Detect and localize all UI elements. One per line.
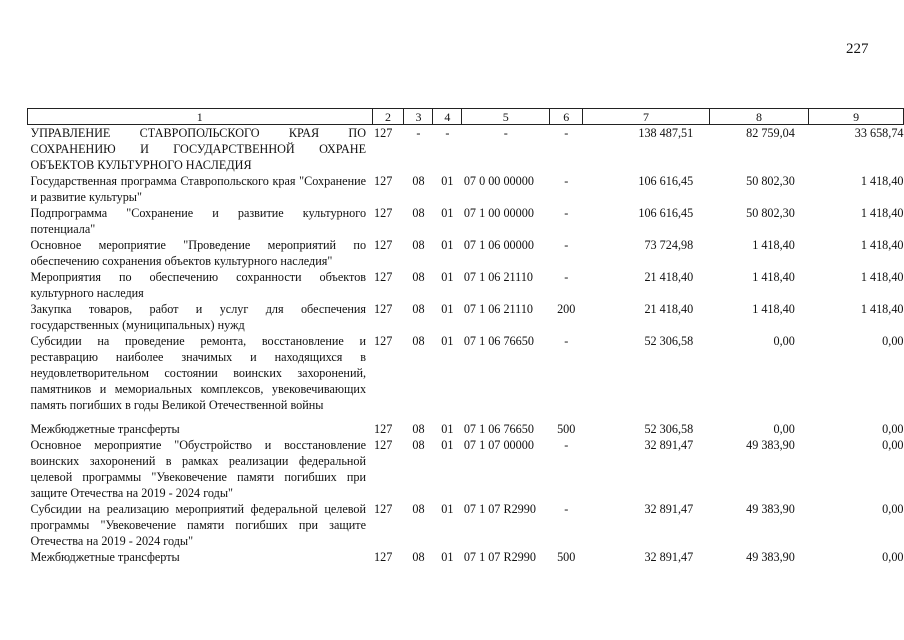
column-header-5: 5 xyxy=(462,109,550,125)
cell-target-article: 07 1 07 00000 xyxy=(463,438,534,452)
cell-amount-9: 0,00 xyxy=(882,438,904,452)
column-header-7: 7 xyxy=(583,109,710,125)
cell-amount-7: 32 891,47 xyxy=(644,502,694,516)
table-row xyxy=(28,125,904,174)
cell-amount-9: 1 418,40 xyxy=(860,238,904,252)
column-header-6: 6 xyxy=(550,109,583,125)
cell-admin-code: 127 xyxy=(374,206,393,220)
cell-admin-code: 127 xyxy=(374,126,393,140)
cell-amount-9: 0,00 xyxy=(882,422,904,436)
cell-amount-8: 50 802,30 xyxy=(746,206,795,220)
row-name: УПРАВЛЕНИЕ СТАВРОПОЛЬСКОГО КРАЯ ПО СОХРАНЕНИЮ И ГОСУДАРСТВЕННОЙ ОХРАНЕ ОБЪЕКТОВ КУЛЬТУРНОГО НАСЛЕДИЯ xyxy=(30,126,367,172)
cell-expense-type: - xyxy=(564,270,569,284)
cell-subsection: 01 xyxy=(441,438,454,452)
cell-expense-type: - xyxy=(564,334,569,348)
table-row xyxy=(28,237,904,269)
cell-amount-9: 1 418,40 xyxy=(860,270,904,284)
cell-admin-code: 127 xyxy=(374,238,393,252)
table-row xyxy=(28,437,904,501)
cell-target-article: 07 1 06 76650 xyxy=(463,422,534,436)
cell-amount-7: 106 616,45 xyxy=(638,174,694,188)
table-row xyxy=(28,173,904,205)
cell-amount-8: 0,00 xyxy=(773,334,795,348)
cell-admin-code: 127 xyxy=(374,270,393,284)
table-row xyxy=(28,421,904,437)
cell-amount-7: 32 891,47 xyxy=(644,438,694,452)
cell-expense-type: - xyxy=(564,502,569,516)
cell-section: 08 xyxy=(412,174,425,188)
column-header-3: 3 xyxy=(404,109,433,125)
cell-expense-type: 200 xyxy=(557,302,576,316)
row-name: Субсидии на реализацию мероприятий федеральной целевой программы "Увековечение памяти погибших при защите Отечества на 2019 - 2024 годы" xyxy=(30,502,367,548)
cell-amount-8: 1 418,40 xyxy=(752,302,795,316)
table-row xyxy=(28,333,904,413)
cell-amount-9: 1 418,40 xyxy=(860,174,904,188)
cell-amount-7: 32 891,47 xyxy=(644,550,694,564)
cell-expense-type: 500 xyxy=(557,550,576,564)
cell-section: 08 xyxy=(412,334,425,348)
cell-expense-type: - xyxy=(564,206,569,220)
cell-amount-7: 52 306,58 xyxy=(644,334,694,348)
cell-admin-code: 127 xyxy=(374,422,393,436)
cell-amount-9: 0,00 xyxy=(882,502,904,516)
table-row xyxy=(28,501,904,549)
cell-amount-8: 49 383,90 xyxy=(746,550,795,564)
cell-amount-8: 1 418,40 xyxy=(752,270,795,284)
cell-amount-7: 21 418,40 xyxy=(644,302,694,316)
cell-amount-7: 52 306,58 xyxy=(644,422,694,436)
cell-amount-9: 1 418,40 xyxy=(860,206,904,220)
cell-expense-type: - xyxy=(564,238,569,252)
cell-expense-type: 500 xyxy=(557,422,576,436)
cell-amount-9: 1 418,40 xyxy=(860,302,904,316)
column-header-9: 9 xyxy=(809,109,904,125)
cell-admin-code: 127 xyxy=(374,502,393,516)
cell-amount-7: 73 724,98 xyxy=(644,238,694,252)
table-row xyxy=(28,205,904,237)
column-header-8: 8 xyxy=(709,109,809,125)
cell-amount-8: 82 759,04 xyxy=(746,126,795,140)
cell-target-article: 07 1 06 76650 xyxy=(463,334,534,348)
cell-subsection: 01 xyxy=(441,550,454,564)
row-name: Государственная программа Ставропольского края "Сохранение и развитие культуры" xyxy=(30,174,367,204)
table-row xyxy=(28,549,904,565)
cell-amount-9: 0,00 xyxy=(882,334,904,348)
cell-amount-9: 33 658,74 xyxy=(854,126,904,140)
cell-subsection: 01 xyxy=(441,270,454,284)
column-header-1: 1 xyxy=(28,109,373,125)
cell-section: 08 xyxy=(412,206,425,220)
row-name: Мероприятия по обеспечению сохранности объектов культурного наследия xyxy=(30,270,367,300)
table-row xyxy=(28,301,904,333)
cell-amount-8: 0,00 xyxy=(773,422,795,436)
cell-section: 08 xyxy=(412,550,425,564)
cell-amount-7: 106 616,45 xyxy=(638,206,694,220)
cell-section: 08 xyxy=(412,302,425,316)
cell-subsection: 01 xyxy=(441,206,454,220)
cell-admin-code: 127 xyxy=(374,174,393,188)
column-header-4: 4 xyxy=(433,109,462,125)
cell-subsection: 01 xyxy=(441,174,454,188)
cell-target-article: 07 1 07 R2990 xyxy=(463,550,536,564)
cell-amount-7: 138 487,51 xyxy=(638,126,694,140)
cell-target-article: - xyxy=(503,126,508,140)
cell-target-article: 07 1 07 R2990 xyxy=(463,502,536,516)
cell-expense-type: - xyxy=(564,126,569,140)
cell-section: 08 xyxy=(412,502,425,516)
cell-section: 08 xyxy=(412,238,425,252)
cell-expense-type: - xyxy=(564,174,569,188)
cell-expense-type: - xyxy=(564,438,569,452)
column-header-2: 2 xyxy=(372,109,404,125)
cell-admin-code: 127 xyxy=(374,334,393,348)
cell-target-article: 07 1 06 00000 xyxy=(463,238,534,252)
cell-amount-8: 49 383,90 xyxy=(746,438,795,452)
cell-subsection: - xyxy=(445,126,450,140)
row-name: Основное мероприятие "Проведение мероприятий по обеспечению сохранения объектов культурного наследия" xyxy=(30,238,367,268)
cell-amount-8: 50 802,30 xyxy=(746,174,795,188)
row-name: Закупка товаров, работ и услуг для обеспечения государственных (муниципальных) нужд xyxy=(30,302,367,332)
cell-subsection: 01 xyxy=(441,502,454,516)
cell-target-article: 07 1 06 21110 xyxy=(463,270,534,284)
cell-amount-7: 21 418,40 xyxy=(644,270,694,284)
cell-amount-9: 0,00 xyxy=(882,550,904,564)
cell-subsection: 01 xyxy=(441,422,454,436)
cell-subsection: 01 xyxy=(441,238,454,252)
row-name: Основное мероприятие "Обустройство и восстановление воинских захоронений в рамках реализации федеральной целевой программы "Увековечение памяти погибших при защите Отечества на 2019 - 2024 годы" xyxy=(30,438,367,500)
page-number: 227 xyxy=(846,41,869,57)
row-name: Межбюджетные трансферты xyxy=(30,550,180,564)
row-name: Подпрограмма "Сохранение и развитие культурного потенциала" xyxy=(30,206,367,236)
cell-target-article: 07 1 06 21110 xyxy=(463,302,534,316)
budget-table xyxy=(27,108,904,565)
cell-section: 08 xyxy=(412,422,425,436)
cell-target-article: 07 1 00 00000 xyxy=(463,206,534,220)
cell-section: - xyxy=(416,126,421,140)
cell-admin-code: 127 xyxy=(374,438,393,452)
cell-admin-code: 127 xyxy=(374,302,393,316)
cell-amount-8: 49 383,90 xyxy=(746,502,795,516)
cell-admin-code: 127 xyxy=(374,550,393,564)
cell-target-article: 07 0 00 00000 xyxy=(463,174,534,188)
cell-amount-8: 1 418,40 xyxy=(752,238,795,252)
spacer-row xyxy=(28,413,904,421)
cell-section: 08 xyxy=(412,270,425,284)
cell-subsection: 01 xyxy=(441,302,454,316)
table-row xyxy=(28,269,904,301)
cell-subsection: 01 xyxy=(441,334,454,348)
table-header-row xyxy=(28,109,904,125)
row-name: Межбюджетные трансферты xyxy=(30,422,180,436)
cell-section: 08 xyxy=(412,438,425,452)
row-name: Субсидии на проведение ремонта, восстановление и реставрацию наиболее значимых и находящихся в неудовлетворительном состоянии воинских захоронений, памятников и мемориальных комплексов, увековечивающих память погибших в годы Великой Отечественной войны xyxy=(30,334,367,412)
